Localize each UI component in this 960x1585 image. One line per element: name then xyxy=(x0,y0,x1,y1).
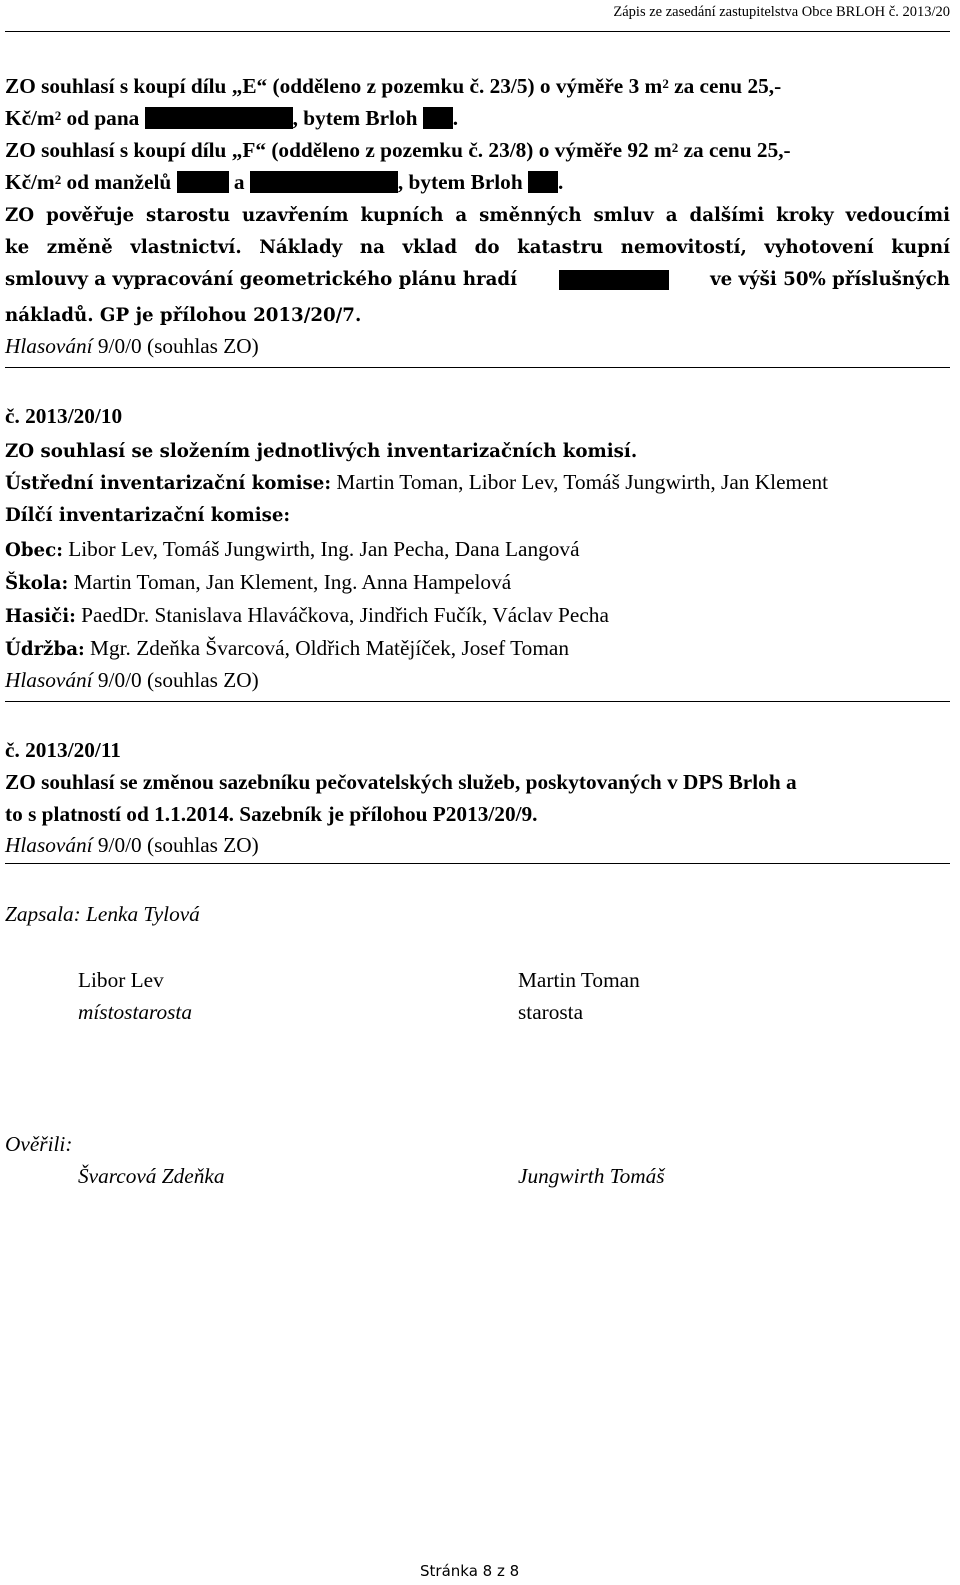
superscript: 2 xyxy=(662,76,669,91)
text: ZO souhlasí s koupí dílu „F“ (odděleno z pozemku č. 23/8) o výměře 92 m xyxy=(5,138,672,162)
label: Škola: xyxy=(5,573,69,594)
recorded-by: Zapsala: Lenka Tylová xyxy=(5,902,200,926)
value: Martin Toman, Libor Lev, Tomáš Jungwirth, Jan Klement xyxy=(331,470,829,494)
text: nákladů. GP je přílohou 2013/20/7. xyxy=(5,305,362,326)
purchase-e-line xyxy=(5,70,781,102)
vote-value: 9/0/0 (souhlas ZO) xyxy=(92,833,259,857)
costs-line-1: ke změně vlastnictví. Náklady na vklad do katastru nemovitostí, vyhotovení kupní xyxy=(5,237,950,258)
costs-line-2 xyxy=(5,266,950,294)
commission-udrzba xyxy=(5,632,569,666)
commission-intro: ZO souhlasí se složením jednotlivých inventarizačních komisí. xyxy=(5,441,638,462)
redacted-name xyxy=(145,107,293,129)
section-divider xyxy=(5,367,950,368)
label: Hasiči: xyxy=(5,606,76,627)
verified-label: Ověřili: xyxy=(5,1132,73,1156)
header-divider xyxy=(5,31,950,32)
text: . xyxy=(452,106,459,130)
vote-result-3 xyxy=(5,829,259,861)
verifier-1: Švarcová Zdeňka xyxy=(78,1164,225,1188)
text: ve výši 50% příslušných xyxy=(710,269,950,290)
partial-commission-label: Dílčí inventarizační komise: xyxy=(5,505,291,526)
signatory-right-name: Martin Toman xyxy=(518,968,640,992)
value: Libor Lev, Tomáš Jungwirth, Ing. Jan Pecha, Dana Langová xyxy=(62,537,580,561)
text: od manželů xyxy=(61,170,177,194)
commission-hasici xyxy=(5,599,609,633)
superscript: 2 xyxy=(54,172,62,187)
resolution-number-10: č. 2013/20/10 xyxy=(5,404,123,428)
purchase-f-line xyxy=(5,134,791,166)
text: , bytem Brloh xyxy=(397,170,529,194)
vote-result-2 xyxy=(5,664,259,696)
text: . xyxy=(558,170,564,194)
value: Mgr. Zdeňka Švarcová, Oldřich Matějíček, Josef Toman xyxy=(84,636,569,660)
commission-obec xyxy=(5,533,580,567)
redacted-name xyxy=(250,171,398,193)
vote-value: 9/0/0 (souhlas ZO) xyxy=(92,668,259,692)
vote-label: Hlasování xyxy=(5,334,93,358)
redacted-name xyxy=(177,171,229,193)
resolution-number-11: č. 2013/20/11 xyxy=(5,738,121,762)
text: Kč/m xyxy=(5,106,55,130)
text: od pana xyxy=(61,106,145,130)
purchase-f-seller-line xyxy=(5,166,563,198)
commission-skola xyxy=(5,566,511,600)
section-divider xyxy=(5,701,950,702)
text: za cenu 25,- xyxy=(678,138,791,162)
superscript: 2 xyxy=(671,140,679,155)
costs-line-3 xyxy=(5,298,361,332)
vote-result-1 xyxy=(5,330,259,362)
value: Martin Toman, Jan Klement, Ing. Anna Hampelová xyxy=(68,570,512,594)
value: PaedDr. Stanislava Hlaváčkova, Jindřich Fučík, Václav Pecha xyxy=(75,603,609,627)
label: Obec: xyxy=(5,540,63,561)
text: ZO souhlasí s koupí dílu „E“ (odděleno z pozemku č. 23/5) o výměře 3 m xyxy=(5,74,663,98)
tariff-line-2: to s platností od 1.1.2014. Sazebník je přílohou P2013/20/9. xyxy=(5,802,538,826)
vote-label: Hlasování xyxy=(5,668,93,692)
section-divider xyxy=(5,863,950,864)
purchase-e-seller-line xyxy=(5,102,458,134)
vote-label: Hlasování xyxy=(5,833,93,857)
redacted-house-number xyxy=(528,171,558,193)
redacted-payer xyxy=(559,270,669,290)
text: , bytem Brloh xyxy=(292,106,423,130)
document-header-title: Zápis ze zasedání zastupitelstva Obce BRLOH č. 2013/20 xyxy=(613,4,950,20)
tariff-line-1: ZO souhlasí se změnou sazebníku pečovatelských služeb, poskytovaných v DPS Brloh a xyxy=(5,770,797,794)
signatory-left-name: Libor Lev xyxy=(78,968,164,992)
text: Kč/m xyxy=(5,170,55,194)
label: Údržba: xyxy=(5,639,85,660)
verifier-2: Jungwirth Tomáš xyxy=(518,1164,665,1188)
text: za cenu 25,- xyxy=(668,74,782,98)
authorization-line: ZO pověřuje starostu uzavřením kupních a směnných smluv a dalšími kroky vedoucími xyxy=(5,205,950,226)
redacted-house-number xyxy=(423,107,453,129)
text: smlouvy a vypracování geometrického plánu hradí xyxy=(5,269,518,290)
text: a xyxy=(228,170,250,194)
vote-value: 9/0/0 (souhlas ZO) xyxy=(92,334,259,358)
label: Ústřední inventarizační komise: xyxy=(5,473,332,494)
page-number: Stránka 8 z 8 xyxy=(420,1562,520,1580)
central-commission-line xyxy=(5,466,828,500)
signatory-right-role: starosta xyxy=(518,1000,584,1024)
superscript: 2 xyxy=(54,108,62,123)
signatory-left-role: místostarosta xyxy=(78,1000,193,1024)
